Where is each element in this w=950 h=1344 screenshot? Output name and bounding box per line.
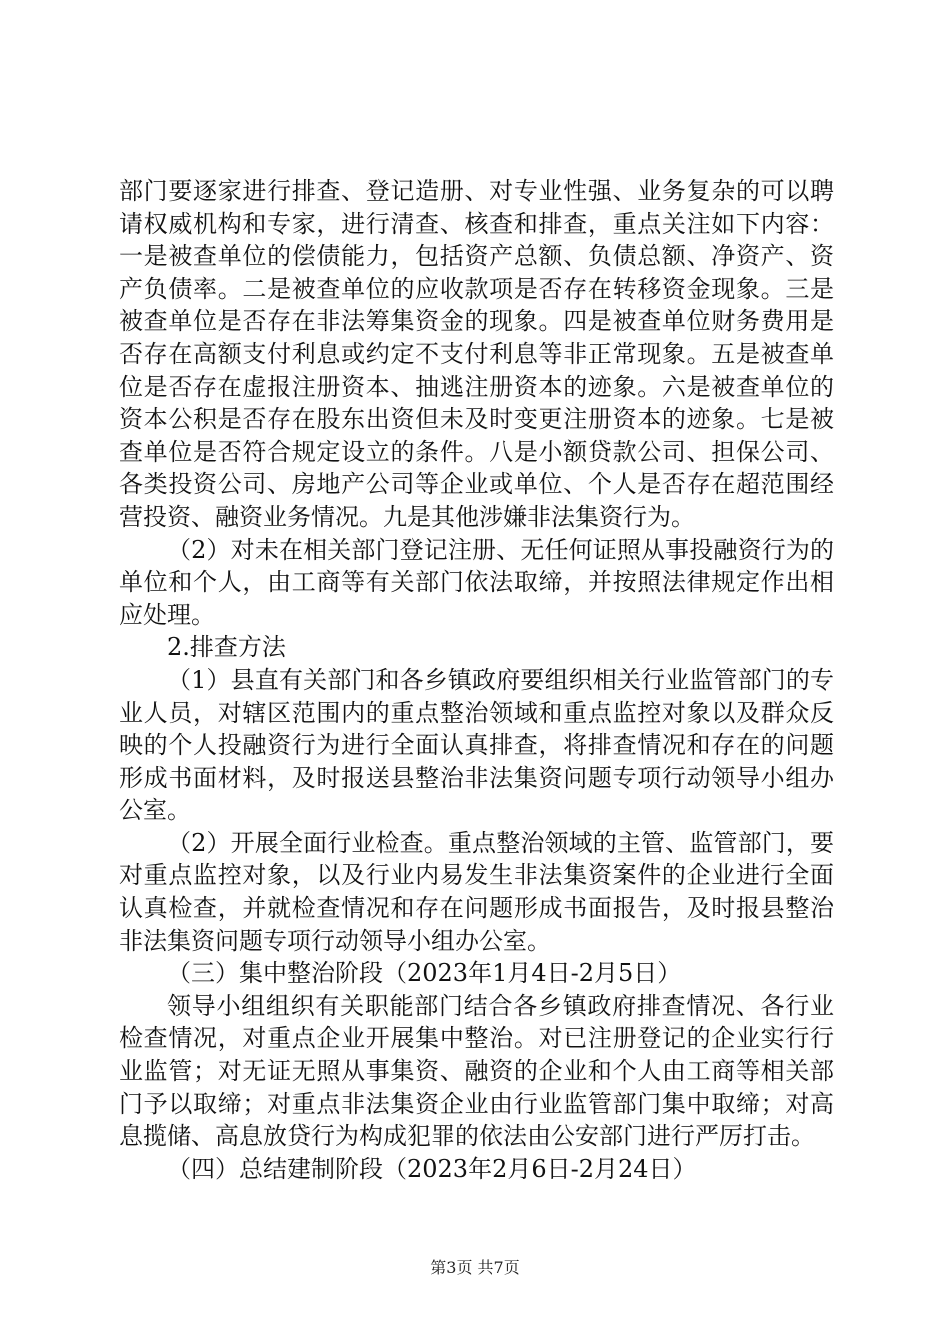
heading-summary-stage: （四）总结建制阶段（2023年2月6日-2月24日） (167, 1154, 697, 1183)
paragraph-inspection-content: 部门要逐家进行排查、登记造册、对专业性强、业务复杂的可以聘请权威机构和专家，进行清查、核查和排查，重点关注如下内容：一是被查单位的偿债能力，包括资产总额、负债总额、净资产、资产负债率。二是被查单位的应收款项是否存在转移资金现象。三是被查单位是否存在非法筹集资金的现象。四是被查单位财务费用是否存在高额支付利息或约定不支付利息等非正常现象。五是被查单位是否存在虚报注册资本、抽逃注册资本的迹象。六是被查单位的资本公积是否存在股东出资但未及时变更注册资本的迹象。七是被查单位是否符合规定设立的条件。八是小额贷款公司、担保公司、各类投资公司、房地产公司等企业或单位、个人是否存在超范围经营投资、融资业务情况。九是其他涉嫌非法集资行为。 (119, 177, 834, 531)
document-body (119, 175, 834, 1185)
paragraph-centralized-rectification: 领导小组组织有关职能部门结合各乡镇政府排查情况、各行业检查情况，对重点企业开展集中整治。对已注册登记的企业实行行业监管；对无证无照从事集资、融资的企业和个人由工商等相关部门予以取缔；对重点非法集资企业由行业监管部门集中取缔；对高息揽储、高息放贷行为构成犯罪的依法由公安部门进行严厉打击。 (119, 991, 834, 1151)
paragraph-method-2: （2）开展全面行业检查。重点整治领域的主管、监管部门，要对重点监控对象，以及行业内易发生非法集资案件的企业进行全面认真检查，并就检查情况和存在问题形成书面报告，及时报县整治非法集资问题专项行动领导小组办公室。 (119, 828, 834, 955)
paragraph-method-1: （1）县直有关部门和各乡镇政府要组织相关行业监管部门的专业人员，对辖区范围内的重点整治领域和重点监控对象以及群众反映的个人投融资行为进行全面认真排查，将排查情况和存在的问题形成书面材料，及时报送县整治非法集资问题专项行动领导小组办公室。 (119, 665, 834, 825)
heading-centralized-rectification: （三）集中整治阶段（2023年1月4日-2月5日） (167, 959, 682, 988)
page-number-footer: 第3页 共7页 (430, 1258, 520, 1277)
heading-inspection-method: 2.排查方法 (167, 633, 286, 662)
paragraph-unregistered-entities: （2）对未在相关部门登记注册、无任何证照从事投融资行为的单位和个人，由工商等有关部门依法取缔，并按照法律规定作出相应处理。 (119, 535, 834, 629)
